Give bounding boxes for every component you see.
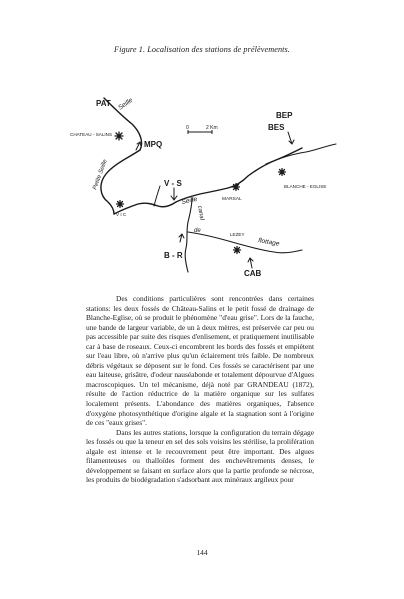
label-de: de xyxy=(194,228,201,234)
star-cab xyxy=(234,247,241,254)
paragraph-2: Dans les autres stations, lorsque la configuration du terrain dégage les fossés ou que la teneur en sel des sols voisins les stérilise, la prolifération algale est intense et le recouvrement peut être important. Des algues filamenteuses ou thalloïdes forment des enchevêtrements denses, le développement se faisant en surface alors que la partie profonde se nécrose, les produits de biodégradation s'adsorbant aux minéraux argileux pour xyxy=(86,427,314,485)
label-flottage: flottage xyxy=(257,237,280,248)
label-bes: BES xyxy=(268,123,285,132)
label-canal: canal xyxy=(196,205,205,221)
label-chateau-salins: CHATEAU - SALINS xyxy=(70,132,113,137)
page-number: 144 xyxy=(196,548,208,557)
body-text xyxy=(86,294,314,485)
star-blanche-eglise xyxy=(279,169,286,176)
canal-flottage xyxy=(188,232,302,253)
label-scale-km: 2 Km xyxy=(206,125,218,131)
label-marsal: MARSAL xyxy=(222,197,242,202)
figure-caption: Figure 1. Localisation des stations de prélèvements. xyxy=(114,45,290,54)
label-vic: V I C xyxy=(116,212,127,217)
stream-vs xyxy=(154,186,160,206)
star-chateau-salins xyxy=(115,132,123,140)
label-scale-zero: 0 xyxy=(186,125,189,131)
label-cab: CAB xyxy=(244,269,262,278)
label-blanche-eglise: BLANCHE - EGLISE xyxy=(284,184,327,189)
river-seille-main xyxy=(114,148,302,214)
label-lezey: LEZEY xyxy=(230,232,245,237)
label-seille-top: Seille xyxy=(117,96,135,112)
canal xyxy=(185,198,192,272)
label-petite-seille: Petite Seille xyxy=(92,158,109,191)
label-bep: BEP xyxy=(276,111,293,120)
paragraph-1: Des conditions particulières sont rencontrées dans certaines stations: les deux fossés de Château-Salins et le petit fossé de drainage de Blanche-Eglise, où se produit le phénomène "d'eau grise". Lors de la fauche, une bande de largeur variable, de un à deux mètres, est préservée car peu ou pas accessible par suite des risques d'enlisement, et pratiquement inutilisable car à base de roseaux. Ceux-ci encombrent les bords des fossés et empiètent sur l'eau libre, où n'arrive plus qu'un éclairement très faible. De nombreux débris végétaux se déposent sur le fond. Ces fossés se caractérisent par une eau laiteuse, grisâtre, d'odeur nauséabonde et totalement dépourvue d'Algues macroscopiques. Un tel mécanisme, déjà noté par GRANDEAU (1872), résulte de l'action réductrice de la matière organique sur les sulfates localement présents. L'abondance des matières organiques, l'absence d'oxygène photosynthétique d'origine algale et la stagnation sont à l'origine de ces "eaux grises". xyxy=(86,294,314,428)
label-pat: PAT xyxy=(96,99,111,108)
label-mpq: MPQ xyxy=(144,140,163,149)
label-vs: V - S xyxy=(164,179,182,188)
map-drawing xyxy=(70,92,350,282)
label-br: B - R xyxy=(164,251,183,260)
star-vic xyxy=(117,201,124,208)
station-map xyxy=(70,92,350,282)
star-marsal xyxy=(233,184,240,191)
label-seille-mid: Seille xyxy=(180,195,198,206)
river-tributary-bep xyxy=(266,144,336,164)
